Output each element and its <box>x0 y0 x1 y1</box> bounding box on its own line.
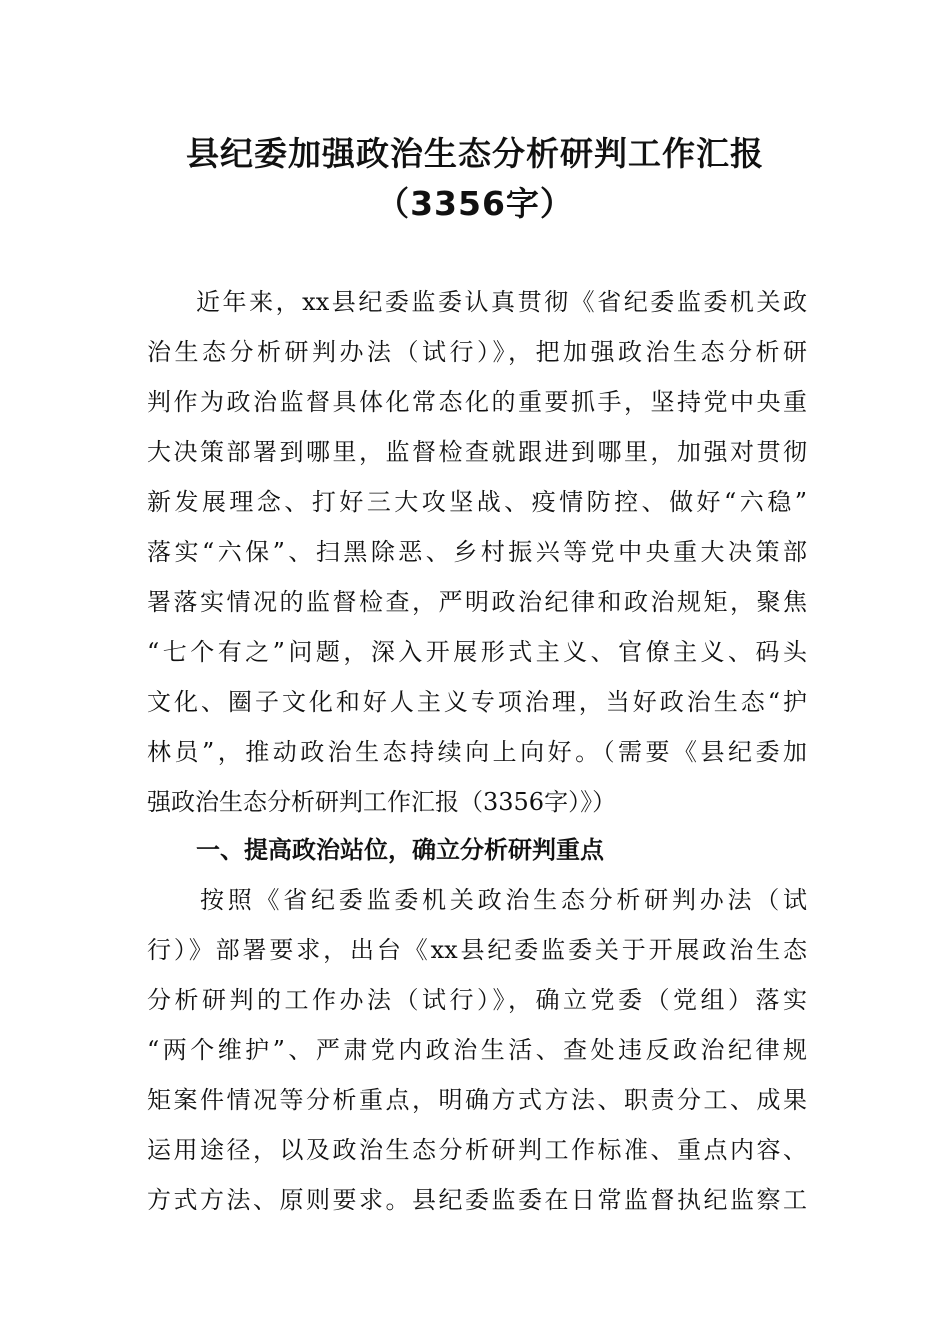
paragraph-line: 分析研判的工作办法（试行）》，确立党委（党组）落实 <box>147 986 807 1014</box>
paragraph-line: 方式方法、原则要求。县纪委监委在日常监督执纪监察工 <box>147 1186 807 1214</box>
paragraph-line: 治生态分析研判办法（试行）》，把加强政治生态分析研 <box>147 338 807 366</box>
paragraph-line: 行）》部署要求，出台《xx县纪委监委关于开展政治生态 <box>147 936 807 964</box>
paragraph-line: 按照《省纪委监委机关政治生态分析研判办法（试 <box>200 886 807 914</box>
paragraph-line: 署落实情况的监督检查，严明政治纪律和政治规矩，聚焦 <box>147 588 807 616</box>
paragraph-line: 近年来，xx县纪委监委认真贯彻《省纪委监委机关政 <box>196 288 807 316</box>
paragraph-line: 林员”，推动政治生态持续向上向好。（需要《县纪委加 <box>147 738 807 766</box>
paragraph-line: 落实“六保”、扫黑除恶、乡村振兴等党中央重大决策部 <box>147 538 807 566</box>
section-heading: 一、提高政治站位，确立分析研判重点 <box>196 836 604 864</box>
document-subtitle-word-count: （3356字） <box>376 184 574 223</box>
paragraph-line: “两个维护”、严肃党内政治生活、查处违反政治纪律规 <box>147 1036 807 1064</box>
paragraph-line: 文化、圈子文化和好人主义专项治理，当好政治生态“护 <box>147 688 807 716</box>
paragraph-line: 矩案件情况等分析重点，明确方式方法、职责分工、成果 <box>147 1086 807 1114</box>
paragraph-line: 大决策部署到哪里，监督检查就跟进到哪里，加强对贯彻 <box>147 438 807 466</box>
document-title: 县纪委加强政治生态分析研判工作汇报 <box>186 134 764 173</box>
paragraph-line: 新发展理念、打好三大攻坚战、疫情防控、做好“六稳” <box>147 488 807 516</box>
paragraph-line: 判作为政治监督具体化常态化的重要抓手，坚持党中央重 <box>147 388 807 416</box>
paragraph-line: 运用途径，以及政治生态分析研判工作标准、重点内容、 <box>147 1136 807 1164</box>
paragraph-line: “七个有之”问题，深入开展形式主义、官僚主义、码头 <box>147 638 807 666</box>
paragraph-line: 强政治生态分析研判工作汇报（3356字）》） <box>147 788 617 816</box>
